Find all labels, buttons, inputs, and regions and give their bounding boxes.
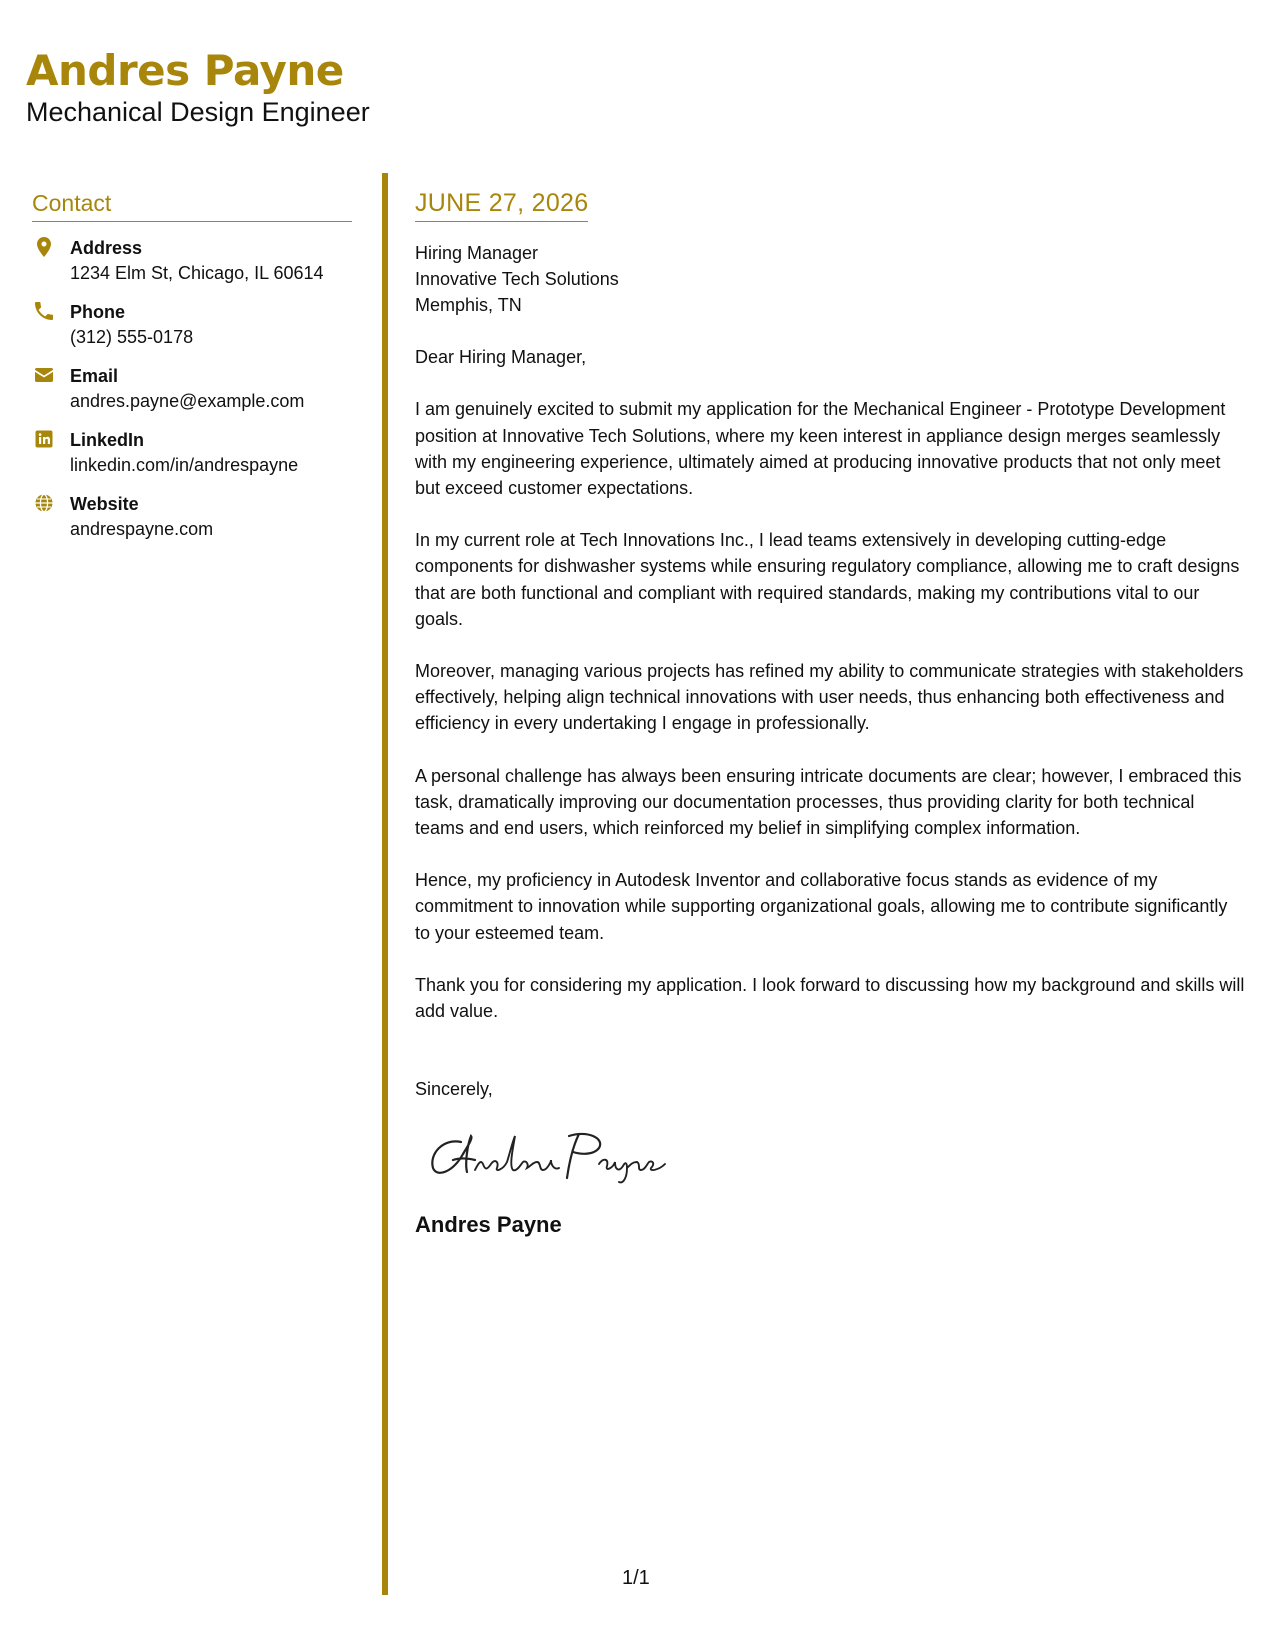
letter-date: JUNE 27, 2026 xyxy=(415,190,588,222)
contact-heading: Contact xyxy=(32,190,352,222)
phone-value: (312) 555-0178 xyxy=(70,327,194,347)
contact-item-linkedin xyxy=(32,428,352,478)
contact-label: Website xyxy=(70,494,139,514)
body-paragraph: Moreover, managing various projects has refined my ability to communicate strategies with stakeholders effectively, helping align technical innovations with user needs, thus enhancing both effectiveness and efficiency in every undertaking I engage in professionally. xyxy=(415,661,1244,734)
contact-label: LinkedIn xyxy=(70,430,145,450)
contact-item-email xyxy=(32,364,352,414)
body-paragraph: Thank you for considering my application. I look forward to discussing how my background and skills will add value. xyxy=(415,974,1245,1022)
globe-icon xyxy=(32,491,56,515)
applicant-name: Andres Payne xyxy=(26,46,344,95)
contact-item-phone xyxy=(32,300,352,350)
contact-label: Email xyxy=(70,366,119,386)
contact-item-address xyxy=(32,236,352,286)
body-paragraph: A personal challenge has always been ensuring intricate documents are clear; however, I embraced this task, dramatically improving our documentation processes, thus providing clarity for both technical teams and end users, which reinforced my belief in simplifying complex information. xyxy=(415,765,1242,839)
salutation: Dear Hiring Manager, xyxy=(415,347,587,368)
header xyxy=(26,46,370,129)
vertical-divider xyxy=(382,173,388,1595)
recipient-company: Innovative Tech Solutions xyxy=(415,269,619,290)
envelope-icon xyxy=(32,363,56,387)
contact-sidebar xyxy=(32,190,352,556)
page-number: 1/1 xyxy=(622,1567,650,1589)
body-paragraph: I am genuinely excited to submit my application for the Mechanical Engineer - Prototype Development position at Innovative Tech Solutions, where my keen interest in appliance design merges seamlessly with my engineering experience, ultimately aimed at producing innovative products that not only meet but exceed customer expectations. xyxy=(415,399,1226,499)
map-pin-icon xyxy=(32,235,56,259)
contact-item-website xyxy=(32,492,352,542)
contact-label: Phone xyxy=(70,302,126,322)
closing: Sincerely, xyxy=(415,1079,493,1100)
phone-icon xyxy=(32,299,56,323)
body-paragraph: Hence, my proficiency in Autodesk Inventor and collaborative focus stands as evidence of my commitment to innovation while supporting organizational goals, allowing me to contribute significantly to your esteemed team. xyxy=(415,870,1228,943)
email-value: andres.payne@example.com xyxy=(70,391,305,411)
recipient-title: Hiring Manager xyxy=(415,243,539,264)
contact-label: Address xyxy=(70,238,143,258)
recipient-block xyxy=(415,240,1245,318)
address-value: 1234 Elm St, Chicago, IL 60614 xyxy=(70,263,324,283)
recipient-location: Memphis, TN xyxy=(415,295,522,316)
handwritten-signature xyxy=(423,1124,683,1186)
body-paragraph: In my current role at Tech Innovations Inc., I lead teams extensively in developing cutting-edge components for dishwasher systems while ensuring regulatory compliance, allowing me to craft designs that are both functional and compliant with required standards, making my contributions vital to our goals. xyxy=(415,530,1240,629)
linkedin-value: linkedin.com/in/andrespayne xyxy=(70,455,299,475)
linkedin-icon xyxy=(32,427,56,451)
job-title: Mechanical Design Engineer xyxy=(26,97,370,128)
letter-body xyxy=(415,190,1245,1238)
signed-name: Andres Payne xyxy=(415,1211,562,1237)
website-value: andrespayne.com xyxy=(70,519,214,539)
